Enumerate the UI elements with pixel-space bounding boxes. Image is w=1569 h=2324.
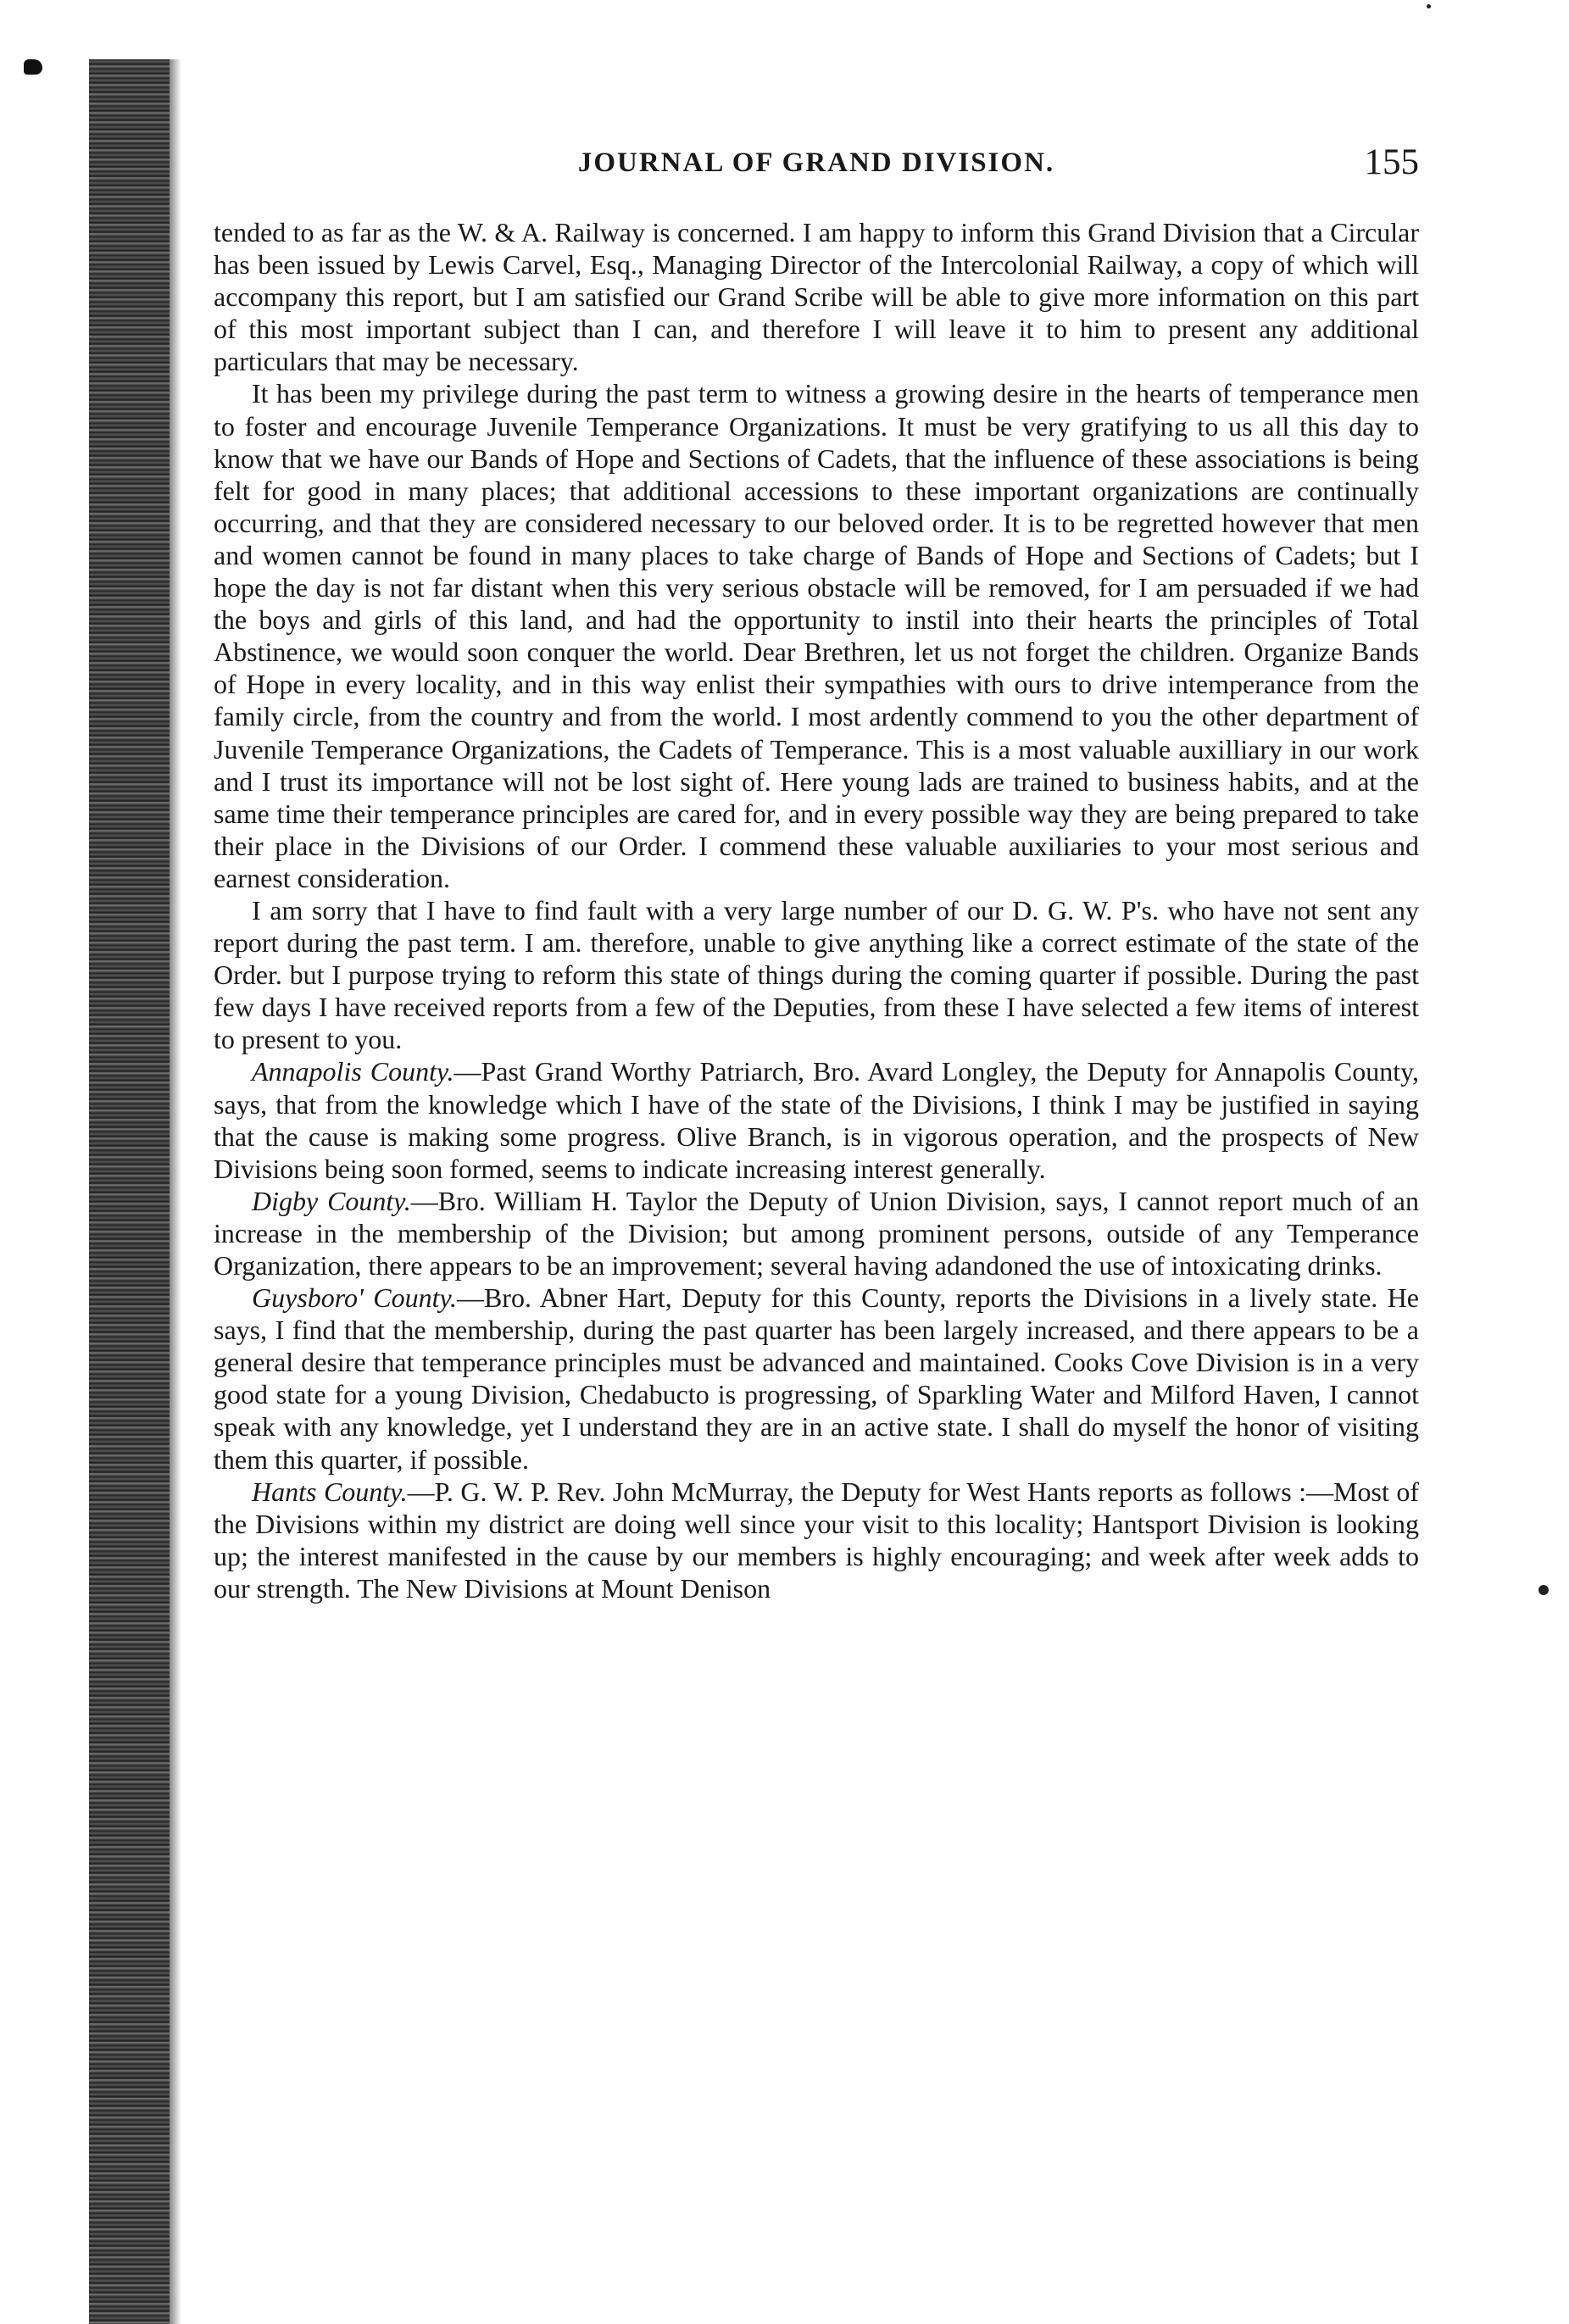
page-number: 155 <box>1364 142 1419 182</box>
county-report <box>214 1185 1419 1282</box>
paragraph <box>214 216 1419 377</box>
paragraph <box>214 377 1419 894</box>
county-heading: Hants County. <box>252 1476 408 1507</box>
paragraph-text: —P. G. W. P. Rev. John McMurray, the Deputy for West Hants reports as follows :—Most of the Divisions within my district are doing well since your visit to this locality; Hantsport Division is looking up; the interest manifested in the cause by our members is highly encouraging; and week after week adds to our strength. The New Divisions at Mount Denison <box>214 1476 1420 1604</box>
page-header <box>214 137 1419 188</box>
county-report <box>214 1055 1419 1184</box>
county-heading: Annapolis County. <box>252 1056 454 1087</box>
county-heading: Guysboro' County. <box>252 1282 457 1314</box>
paragraph-text: —Past Grand Worthy Patriarch, Bro. Avard Longley, the Deputy for Annapolis County, says, that from the knowledge which I have of the state of the Divisions, I think I may be justified in saying that the cause is making some progress. Olive Branch, is in vigorous operation, and the prospects of New Divisions being soon formed, seems to indicate increasing interest generally. <box>214 1056 1419 1184</box>
county-report <box>214 1282 1419 1476</box>
page-body <box>214 216 1419 1604</box>
paragraph-text: I am sorry that I have to find fault with a very large number of our D. G. W. P's. who have not sent any report during the past term. I am. therefore, unable to give anything like a correct estimate of the state of the Order. but I purpose trying to reform this state of things during the coming quarter if possible. During the past few days I have received reports from a few of the Deputies, from these I have selected a few items of interest to present to you. <box>214 894 1419 1055</box>
ink-speck <box>1427 4 1431 8</box>
paragraph-text: —Bro. William H. Taylor the Deputy of Union Division, says, I cannot report much of an increase in the membership of the Division; but among prominent persons, outside of any Temperance Organization, there appears to be an improvement; several having adandoned the use of intoxicating drinks. <box>214 1185 1420 1281</box>
county-heading: Digby County. <box>252 1185 411 1216</box>
paragraph <box>214 894 1419 1055</box>
ink-speck <box>1538 1585 1549 1595</box>
paragraph-text: It has been my privilege during the past term to witness a growing desire in the hearts of temperance men to foster and encourage Juvenile Temperance Organizations. It must be very gratifying to us all this day to know that we have our Bands of Hope and Sections of Cadets, that the influence of these associations is being felt for good in many places; that additional accessions to these important organizations are continually occurring, and that they are considered necessary to our beloved order. It is to be regretted however that men and women cannot be found in many places to take charge of Bands of Hope and Sections of Cadets; but I hope the day is not far distant when this very serious obstacle will be removed, for I am persuaded if we had the boys and girls of this land, and had the opportunity to instil into their hearts the principles of Total Abstinence, we would soon conquer the world. Dear Brethren, let us not forget the children. Organize Bands of Hope in every locality, and in this way enlist their sympathies with ours to drive intemperance from the family circle, from the country and from the world. I most ardently commend to you the other department of Juvenile Temperance Organizations, the Cadets of Temperance. This is a most valuable auxilliary in our work and I trust its importance will not be lost sight of. Here young lads are trained to business habits, and at the same time their temperance principles are cared for, and in every possible way they are being prepared to take their place in the Divisions of our Order. I commend these valuable auxiliaries to your most serious and earnest consideration. <box>214 378 1419 893</box>
binding-shadow <box>170 59 181 2324</box>
page-binding-edge <box>89 59 170 2324</box>
paragraph-text: tended to as far as the W. & A. Railway is concerned. I am happy to inform this Grand Division that a Circular has been issued by Lewis Carvel, Esq., Managing Director of the Intercolonial Railway, a copy of which will accompany this report, but I am satisfied our Grand Scribe will be able to give more information on this part of this most important subject than I can, and therefore I will leave it to him to present any additional particulars that may be necessary. <box>214 217 1419 377</box>
corner-ink-mark <box>24 59 42 75</box>
paragraph-text: —Bro. Abner Hart, Deputy for this County, reports the Divisions in a lively state. He says, I find that the membership, during the past quarter has been largely increased, and there appears to be a general desire that temperance principles must be advanced and maintained. Cooks Cove Division is in a very good state for a young Division, Chedabucto is progressing, of Sparkling Water and Milford Haven, I cannot speak with any knowledge, yet I understand they are in an active state. I shall do myself the honor of visiting them this quarter, if possible. <box>214 1282 1420 1475</box>
running-title: JOURNAL OF GRAND DIVISION. <box>577 147 1055 178</box>
county-report <box>214 1476 1419 1604</box>
